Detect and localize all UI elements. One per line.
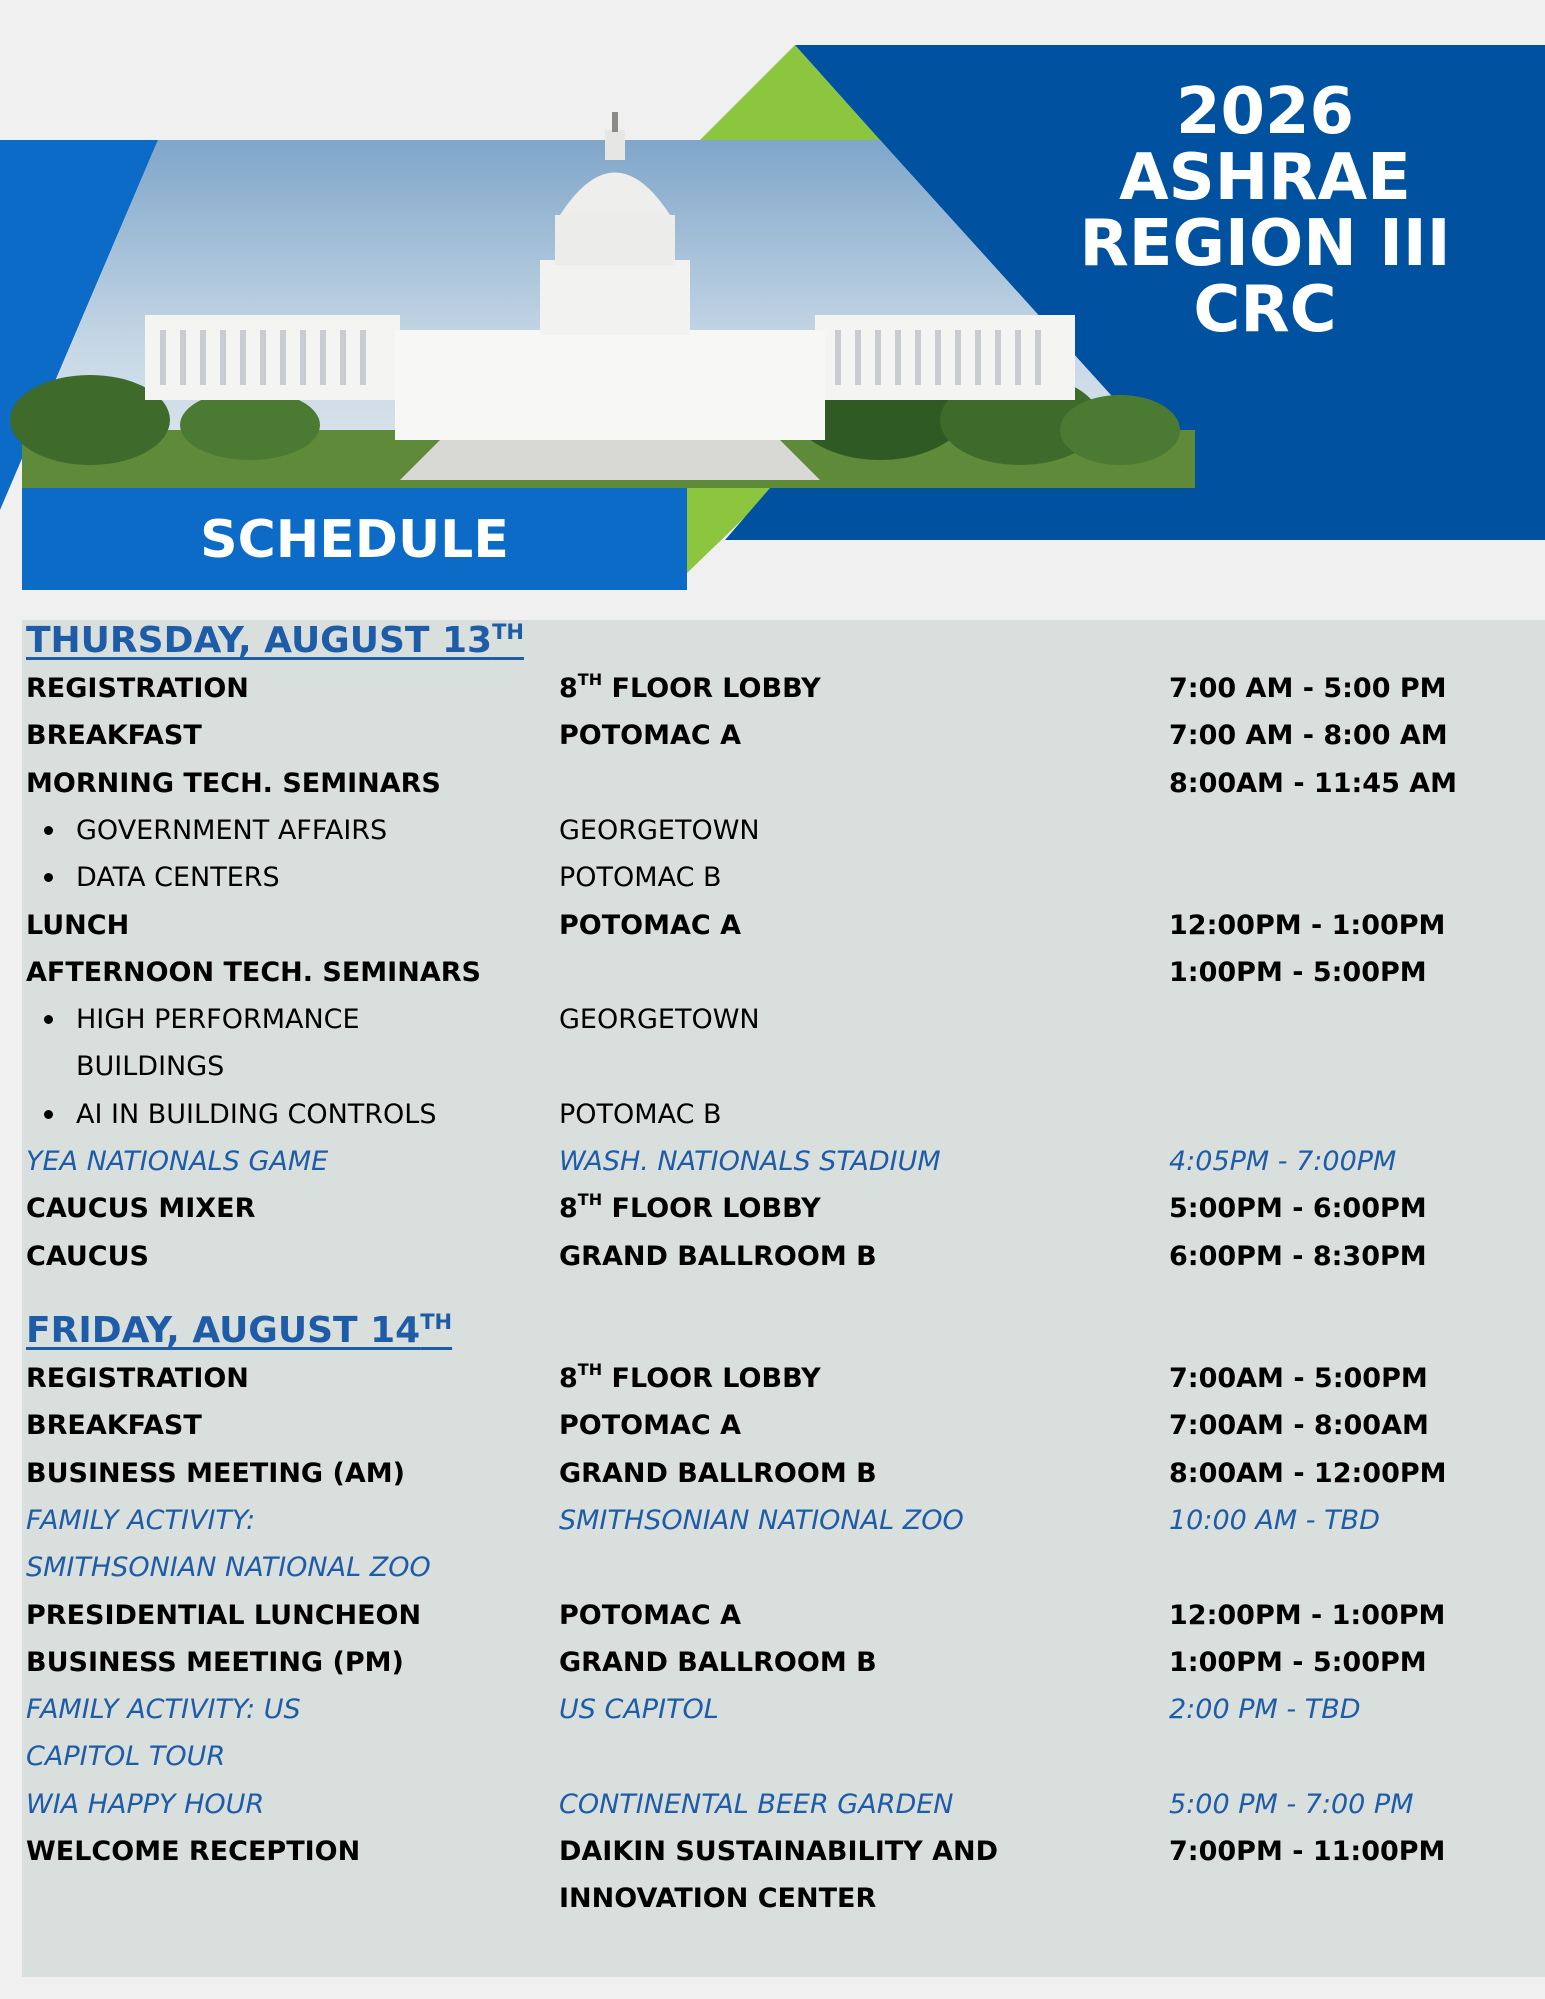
event-name: PRESIDENTIAL LUNCHEON xyxy=(26,1599,422,1631)
schedule-row xyxy=(22,1043,1522,1090)
event-time: 5:00 PM - 7:00 PM xyxy=(1169,1788,1414,1820)
event-time: 8:00AM - 12:00PM xyxy=(1169,1457,1447,1489)
schedule-row xyxy=(22,1233,1522,1280)
event-time: 7:00PM - 11:00PM xyxy=(1169,1836,1446,1867)
event-time: 4:05PM - 7:00PM xyxy=(1169,1146,1397,1177)
schedule-row xyxy=(22,760,1522,807)
schedule-row xyxy=(22,996,1522,1043)
bullet-icon xyxy=(44,826,53,835)
location-number: 8 xyxy=(559,673,578,704)
event-time: 6:00PM - 8:30PM xyxy=(1169,1240,1427,1272)
location-suffix: TH xyxy=(577,1190,603,1210)
event-time: 7:00 AM - 8:00 AM xyxy=(1169,720,1448,752)
schedule-row xyxy=(22,902,1522,949)
event-name: WELCOME RECEPTION xyxy=(26,1836,361,1867)
event-location: CONTINENTAL BEER GARDEN xyxy=(559,1788,954,1820)
event-name: CAUCUS xyxy=(26,1240,149,1272)
event-time: 12:00PM - 1:00PM xyxy=(1169,909,1446,941)
event-location: GRAND BALLROOM B xyxy=(559,1240,877,1272)
event-location: POTOMAC B xyxy=(559,862,722,894)
event-name: AFTERNOON TECH. SEMINARS xyxy=(26,956,481,988)
event-location: POTOMAC A xyxy=(559,1410,741,1442)
event-time: 10:00 AM - TBD xyxy=(1169,1504,1380,1536)
event-name: GOVERNMENT AFFAIRS xyxy=(76,814,388,846)
location-number: 8 xyxy=(559,1193,578,1225)
event-location: GEORGETOWN xyxy=(559,1004,760,1036)
day-heading-suffix: TH xyxy=(420,1310,453,1334)
event-name: HIGH PERFORMANCE xyxy=(76,1004,360,1036)
event-location: POTOMAC A xyxy=(559,1599,741,1631)
location-rest: FLOOR LOBBY xyxy=(602,1363,821,1394)
event-location: US CAPITOL xyxy=(559,1694,719,1726)
schedule-row xyxy=(22,1733,1522,1780)
event-name: FAMILY ACTIVITY: xyxy=(26,1504,256,1536)
schedule-row xyxy=(22,1828,1522,1875)
event-name: BUSINESS MEETING (PM) xyxy=(26,1646,404,1678)
event-name: BUILDINGS xyxy=(76,1051,225,1083)
event-time: 1:00PM - 5:00PM xyxy=(1169,1646,1427,1678)
event-name: MORNING TECH. SEMINARS xyxy=(26,767,441,799)
schedule-row xyxy=(22,1686,1522,1733)
title-line-4: CRC xyxy=(1193,273,1337,347)
event-name: FAMILY ACTIVITY: US xyxy=(26,1694,301,1726)
schedule-row xyxy=(22,1875,1522,1922)
event-time: 2:00 PM - TBD xyxy=(1169,1694,1361,1726)
event-location: POTOMAC B xyxy=(559,1098,722,1130)
event-name: DATA CENTERS xyxy=(76,862,280,894)
schedule-row xyxy=(22,712,1522,759)
title-line-3: REGION III xyxy=(1079,207,1451,281)
event-location: GEORGETOWN xyxy=(559,814,760,846)
location-rest: FLOOR LOBBY xyxy=(602,1193,821,1225)
event-location xyxy=(559,1185,821,1232)
event-name: YEA NATIONALS GAME xyxy=(26,1146,329,1177)
day-heading-suffix: TH xyxy=(492,620,524,644)
event-name: REGISTRATION xyxy=(26,673,249,704)
event-time: 12:00PM - 1:00PM xyxy=(1169,1599,1446,1631)
event-time: 8:00AM - 11:45 AM xyxy=(1169,767,1458,799)
schedule-row xyxy=(22,1185,1522,1232)
event-name: SMITHSONIAN NATIONAL ZOO xyxy=(26,1552,431,1584)
event-location xyxy=(559,1355,821,1402)
schedule-row xyxy=(22,1138,1522,1185)
schedule-row xyxy=(22,854,1522,901)
event-name: BREAKFAST xyxy=(26,720,202,752)
event-location: POTOMAC A xyxy=(559,720,741,752)
schedule-row xyxy=(22,1639,1522,1686)
schedule-row xyxy=(22,665,1522,712)
schedule-row xyxy=(22,1402,1522,1449)
schedule-row xyxy=(22,1355,1522,1402)
event-location: SMITHSONIAN NATIONAL ZOO xyxy=(559,1504,964,1536)
schedule-row xyxy=(22,1091,1522,1138)
event-location: GRAND BALLROOM B xyxy=(559,1646,877,1678)
title-line-1: 2026 xyxy=(1175,75,1355,149)
event-location: POTOMAC A xyxy=(559,909,741,941)
schedule-label: SCHEDULE xyxy=(200,510,509,570)
event-location: WASH. NATIONALS STADIUM xyxy=(559,1146,941,1177)
event-name: WIA HAPPY HOUR xyxy=(26,1788,265,1820)
schedule-row xyxy=(22,1450,1522,1497)
schedule-row xyxy=(22,1781,1522,1828)
event-location: GRAND BALLROOM B xyxy=(559,1457,877,1489)
event-name: LUNCH xyxy=(26,909,130,941)
location-suffix: TH xyxy=(577,1360,603,1379)
schedule-row xyxy=(22,1592,1522,1639)
event-time: 5:00PM - 6:00PM xyxy=(1169,1193,1427,1225)
location-number: 8 xyxy=(559,1363,578,1394)
schedule-row xyxy=(22,949,1522,996)
event-name: REGISTRATION xyxy=(26,1363,249,1394)
bullet-icon xyxy=(44,873,53,882)
event-time: 1:00PM - 5:00PM xyxy=(1169,956,1427,988)
title-line-2: ASHRAE xyxy=(1119,141,1411,215)
event-name: AI IN BUILDING CONTROLS xyxy=(76,1098,437,1130)
event-name: CAUCUS MIXER xyxy=(26,1193,256,1225)
event-name: BUSINESS MEETING (AM) xyxy=(26,1457,405,1489)
day-heading-text: FRIDAY, AUGUST 14 xyxy=(26,1310,421,1351)
event-time: 7:00AM - 8:00AM xyxy=(1169,1410,1429,1442)
bullet-icon xyxy=(44,1110,53,1119)
day-heading xyxy=(26,1310,452,1351)
location-rest: FLOOR LOBBY xyxy=(602,673,821,704)
header-banner xyxy=(0,0,1545,620)
bullet-icon xyxy=(44,1015,53,1024)
event-time: 7:00AM - 5:00PM xyxy=(1169,1363,1428,1394)
event-location: INNOVATION CENTER xyxy=(559,1883,877,1915)
event-time: 7:00 AM - 5:00 PM xyxy=(1169,673,1447,704)
schedule-content xyxy=(22,620,1545,1977)
schedule-row xyxy=(22,807,1522,854)
day-heading-text: THURSDAY, AUGUST 13 xyxy=(26,620,493,661)
event-name: CAPITOL TOUR xyxy=(26,1741,226,1773)
location-suffix: TH xyxy=(577,670,603,689)
day-heading xyxy=(26,620,524,661)
event-location: DAIKIN SUSTAINABILITY AND xyxy=(559,1836,999,1867)
event-name: BREAKFAST xyxy=(26,1410,202,1442)
schedule-row xyxy=(22,1544,1522,1591)
event-location xyxy=(559,665,821,712)
schedule-row xyxy=(22,1497,1522,1544)
